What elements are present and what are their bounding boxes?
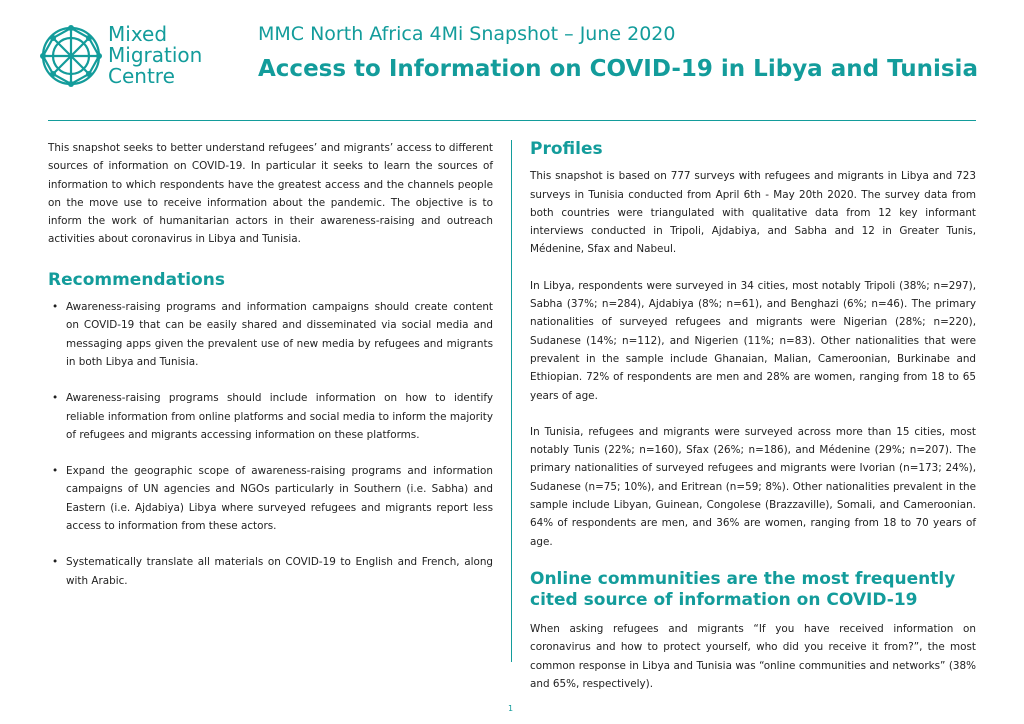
page-title: Access to Information on COVID-19 in Libya and Tunisia (258, 56, 978, 82)
snapshot-title: MMC North Africa 4Mi Snapshot – June 2020 (258, 23, 676, 45)
logo-line-1: Mixed (108, 22, 168, 46)
recommendation-item: • Systematically translate all materials on COVID-19 to English and French, along with Arabic. (48, 553, 493, 590)
recommendation-item: • Awareness-raising programs and information campaigns should create content on COVID-19 that can be easily shared and disseminated via social media and messaging apps given the prevalent use of new media by refugees and migrants in both Libya and Tunisia. (48, 298, 493, 371)
online-communities-heading: Online communities are the most frequently cited source of information on COVID-19 (530, 568, 956, 610)
online-communities-paragraph: When asking refugees and migrants “If you have received information on coronavirus and how to protect yourself, who did you receive it from?”, the most common response in Libya and Tunisia was “online communities and networks” (38% and 65%, respectively). (530, 622, 976, 690)
page-number: 1 (508, 704, 514, 713)
profiles-paragraph-3: In Tunisia, refugees and migrants were surveyed across more than 15 cities, most notably Tunis (22%; n=160), Sfax (26%; n=186), and Médenine (29%; n=207). The primary nationalities of surveyed refugees and migrants were Ivorian (n=173; 24%), Sudanese (n=75; 10%), and Eritrean (n=59; 8%). Other nationalities prevalent in the sample include Libyan, Guinean, Congolese (Brazzaville), Somali, and Cameroonian. 64% of respondents are men, and 36% are women, ranging from 18 to 70 years of age. (530, 425, 976, 548)
column-divider (511, 140, 512, 662)
recommendation-item: • Awareness-raising programs should include information on how to identify reliable information from online platforms and social media to inform the majority of refugees and migrants accessing information on these platforms. (48, 389, 493, 444)
mmc-logo-wordmark (108, 24, 202, 87)
recommendations-list (48, 298, 493, 590)
profiles-paragraph-1: This snapshot is based on 777 surveys with refugees and migrants in Libya and 723 surveys in Tunisia conducted from April 6th - May 20th 2020. The survey data from both countries were triangulated with qualitative data from 12 key informant interviews conducted in Tripoli, Ajdabiya, and Sabha and 12 in Greater Tunis, Médenine, Sfax and Nabeul. (530, 170, 976, 256)
mmc-logo-icon (40, 25, 102, 87)
recommendation-item: • Expand the geographic scope of awareness-raising programs and information campaigns of UN agencies and NGOs particularly in Southern (i.e. Sabha) and Eastern (i.e. Ajdabiya) Libya where surveyed refugees and migrants report less access to information from these actors. (48, 462, 493, 535)
recommendations-heading: Recommendations (48, 269, 225, 290)
left-column (48, 139, 493, 608)
intro-paragraph: This snapshot seeks to better understand refugees’ and migrants’ access to different sources of information on COVID-19. In particular it seeks to learn the sources of information to which respondents have the greatest access and the channels people on the move use to receive information about the pandemic. The objective is to inform the work of humanitarian actors in their awareness-raising and outreach activities about coronavirus in Libya and Tunisia. (48, 142, 493, 246)
logo-line-2: Migration (108, 43, 203, 67)
header-divider (48, 120, 976, 121)
right-column (530, 140, 976, 693)
profiles-paragraph-2: In Libya, respondents were surveyed in 34 cities, most notably Tripoli (38%; n=297), Sabha (37%; n=284), Ajdabiya (8%; n=61), and Benghazi (6%; n=46). The primary nationalities of surveyed refugees and migrants were Nigerian (28%; n=220), Sudanese (14%; n=112), and Nigerien (11%; n=83). Other nationalities that were prevalent in the sample include Ghanaian, Malian, Cameroonian, Burkinabe and Ethiopian. 72% of respondents are men and 28% are women, ranging from 18 to 65 years of age. (530, 279, 976, 402)
logo-line-3: Centre (108, 64, 175, 88)
profiles-heading: Profiles (530, 139, 603, 159)
